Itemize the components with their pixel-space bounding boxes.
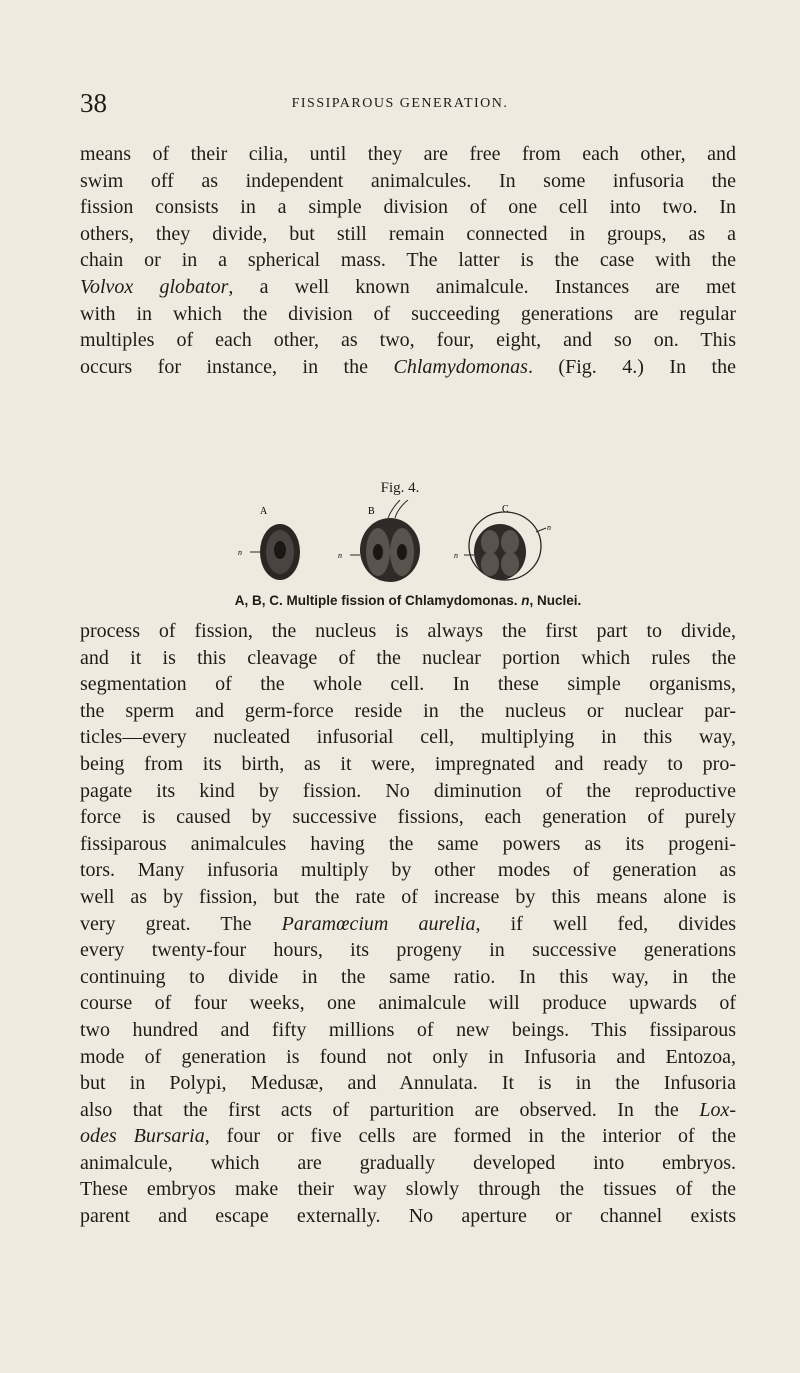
text-segment: multiples of each other, as two, four, eight, and so on. This — [80, 329, 736, 352]
italic-term: Chlamydomonas — [393, 355, 528, 378]
text-segment: others, they divide, but still remain connected in groups, as a — [80, 222, 736, 245]
text-segment: course of four weeks, one animalcule will produce upwards of — [80, 992, 736, 1015]
text-segment: fission consists in a simple division of one cell into two. In — [80, 196, 736, 219]
paragraph-1 — [80, 141, 736, 380]
text-segment: and it is this cleavage of the nuclear portion which rules the — [80, 646, 736, 669]
text-segment: very great. The — [80, 912, 282, 935]
italic-term: Paramœcium aurelia — [281, 912, 476, 935]
text-segment: being from its birth, as it were, impregnated and ready to pro- — [80, 752, 736, 775]
figure-title: Fig. 4. — [380, 480, 420, 496]
page-header — [0, 88, 800, 118]
text-segment: pagate its kind by fission. No diminution of the reproductive — [80, 779, 736, 802]
text-segment: These embryos make their way slowly through the tissues of the — [80, 1178, 736, 1201]
text-segment: fissiparous animalcules having the same powers as its progeni- — [80, 832, 736, 855]
text-segment: , a well known animalcule. Instances are met — [228, 275, 736, 298]
text-line — [80, 751, 736, 778]
label-b: B — [368, 506, 375, 517]
figure-4 — [0, 480, 800, 610]
text-line — [80, 911, 736, 938]
text-segment: swim off as independent animalcules. In some infusoria the — [80, 169, 736, 192]
text-line — [80, 1070, 736, 1097]
text-line — [80, 1150, 736, 1177]
text-line — [80, 857, 736, 884]
text-line — [80, 274, 736, 301]
text-segment: also that the first acts of parturition are observed. In the — [80, 1098, 700, 1121]
text-segment: , if well fed, divides — [475, 912, 736, 935]
text-line — [80, 168, 736, 195]
text-line — [80, 1176, 736, 1203]
caption-n: n — [521, 593, 530, 608]
text-line — [80, 724, 736, 751]
text-line — [80, 831, 736, 858]
text-line — [80, 645, 736, 672]
text-line — [80, 671, 736, 698]
cell-a — [250, 524, 300, 580]
text-segment: parent and escape externally. No aperture or channel exists — [80, 1205, 736, 1228]
text-line — [80, 354, 736, 381]
label-n-a: n — [238, 548, 242, 557]
text-segment: but in Polypi, Medusæ, and Annulata. It is in the Infusoria — [80, 1072, 736, 1095]
text-segment: continuing to divide in the same ratio. In this way, in the — [80, 965, 736, 988]
text-line — [80, 1203, 736, 1230]
text-line — [80, 221, 736, 248]
text-segment: well as by fission, but the rate of increase by this means alone is — [80, 885, 736, 908]
running-head: FISSIPAROUS GENERATION. — [291, 96, 509, 111]
chlamydomonas-illustration — [200, 500, 620, 590]
text-line — [80, 698, 736, 725]
text-segment: force is caused by successive fissions, each generation of purely — [80, 806, 736, 829]
paragraph-2 — [80, 618, 736, 1230]
label-n-c: n — [454, 551, 458, 560]
text-line — [80, 327, 736, 354]
text-line — [80, 884, 736, 911]
text-segment: every twenty-four hours, its progeny in successive generations — [80, 939, 736, 962]
text-segment: occurs for instance, in the — [80, 355, 394, 378]
italic-term: Lox- — [699, 1098, 736, 1121]
text-line — [80, 1097, 736, 1124]
text-segment: the sperm and germ-force reside in the nucleus or nuclear par- — [80, 699, 736, 722]
figure-caption — [80, 593, 736, 608]
cell-b — [350, 500, 420, 582]
text-line — [80, 247, 736, 274]
text-line — [80, 804, 736, 831]
text-line — [80, 990, 736, 1017]
text-segment: chain or in a spherical mass. The latter is the case with the — [80, 249, 736, 272]
text-segment: two hundred and fifty millions of new beings. This fissiparous — [80, 1018, 736, 1041]
text-line — [80, 194, 736, 221]
text-line — [80, 618, 736, 645]
label-c: C — [502, 504, 509, 515]
text-line — [80, 1017, 736, 1044]
text-segment: means of their cilia, until they are free from each other, and — [80, 143, 736, 165]
label-n-c2: n — [547, 523, 551, 532]
italic-term: odes Bursaria — [80, 1125, 205, 1148]
text-line — [80, 141, 736, 168]
text-segment: segmentation of the whole cell. In these simple organisms, — [80, 673, 736, 696]
text-line — [80, 301, 736, 328]
text-line — [80, 964, 736, 991]
text-segment: animalcule, which are gradually developed into embryos. — [80, 1151, 736, 1174]
text-line — [80, 1044, 736, 1071]
caption-suffix: , Nuclei. — [529, 593, 582, 608]
text-line — [80, 778, 736, 805]
text-segment: with in which the division of succeeding generations are regular — [80, 302, 736, 325]
text-line — [80, 1123, 736, 1150]
italic-term: Volvox globator — [80, 275, 229, 298]
caption-prefix: A, B, C. Multiple fission of Chlamydomonas. — [234, 593, 522, 608]
label-a: A — [260, 506, 268, 517]
text-segment: mode of generation is found not only in Infusoria and Entozoa, — [80, 1045, 736, 1068]
text-segment: , four or five cells are formed in the interior of the — [204, 1125, 736, 1148]
cell-c — [464, 512, 546, 580]
text-segment: . (Fig. 4.) In the — [527, 355, 736, 378]
text-segment: process of fission, the nucleus is always the first part to divide, — [80, 620, 736, 642]
text-line — [80, 937, 736, 964]
text-segment: ticles—every nucleated infusorial cell, multiplying in this way, — [80, 726, 736, 749]
text-segment: tors. Many infusoria multiply by other modes of generation as — [80, 859, 736, 882]
label-n-b: n — [338, 551, 342, 560]
page-number: 38 — [80, 88, 107, 118]
